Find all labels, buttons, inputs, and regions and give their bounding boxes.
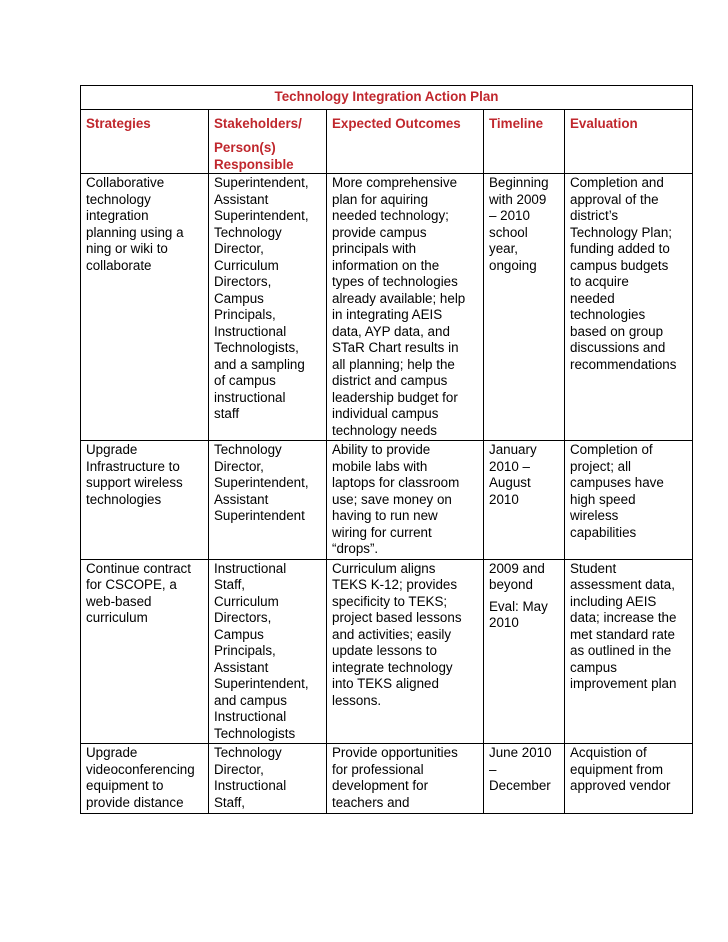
cell-text-line: Instructional bbox=[214, 778, 287, 793]
cell-text-line: principals with bbox=[332, 241, 417, 256]
cell-text-line: Provide opportunities bbox=[332, 745, 458, 760]
header-expected-outcomes: Expected Outcomes bbox=[327, 109, 484, 174]
header-strategies: Strategies bbox=[81, 109, 209, 174]
cell-text-line: to acquire bbox=[570, 274, 629, 289]
cell-text-line: 2010 bbox=[489, 491, 519, 507]
cell-text-line: Technology bbox=[214, 745, 282, 760]
cell-text-line: Superintendent, bbox=[214, 676, 309, 691]
cell-text-line: capabilities bbox=[570, 524, 637, 540]
cell-text-line: curriculum bbox=[86, 610, 148, 625]
cell-text-line: ning or wiki to bbox=[86, 241, 168, 256]
timeline-cell bbox=[484, 441, 565, 560]
title-row bbox=[81, 86, 693, 110]
cell-text-line: Staff, bbox=[214, 577, 246, 592]
cell-text-line: Superintendent, bbox=[214, 175, 309, 190]
cell-text-line: Curriculum bbox=[214, 257, 279, 273]
strategy-cell bbox=[81, 174, 209, 441]
cell-text-line: individual campus bbox=[332, 406, 439, 421]
cell-text-line: staff bbox=[214, 406, 240, 421]
cell-text-line: and a sampling bbox=[214, 356, 305, 372]
header-evaluation: Evaluation bbox=[565, 109, 693, 174]
cell-text-line: into TEKS aligned bbox=[332, 676, 439, 691]
evaluation-cell bbox=[565, 559, 693, 744]
cell-text-line: Acquistion of bbox=[570, 745, 647, 760]
cell-text-line: wireless bbox=[570, 508, 619, 523]
cell-text-line: high speed bbox=[570, 491, 636, 507]
header-stakeholders: Stakeholders/ Person(s) Responsible bbox=[209, 109, 327, 174]
outcomes-cell bbox=[327, 559, 484, 744]
cell-text-line: Director, bbox=[214, 241, 264, 256]
cell-text-line: More comprehensive bbox=[332, 175, 458, 190]
cell-text-line: Assistant bbox=[214, 491, 269, 507]
cell-text-line: project based lessons bbox=[332, 610, 462, 625]
cell-text-line: already available; help bbox=[332, 290, 466, 306]
cell-text-line: met standard rate bbox=[570, 626, 675, 642]
table-title: Technology Integration Action Plan bbox=[81, 86, 693, 110]
table-row bbox=[81, 174, 693, 441]
cell-text-line: 2010 – bbox=[489, 458, 530, 474]
cell-text-line: in integrating AEIS bbox=[332, 307, 443, 322]
cell-text-line: Collaborative bbox=[86, 175, 165, 190]
strategy-cell bbox=[81, 441, 209, 560]
table-row bbox=[81, 559, 693, 744]
cell-text-line: year, bbox=[489, 241, 519, 256]
stakeholders-cell bbox=[209, 441, 327, 560]
cell-text-line: teachers and bbox=[332, 794, 410, 810]
cell-text-line: laptops for classroom bbox=[332, 475, 460, 490]
cell-text-line: types of technologies bbox=[332, 274, 458, 289]
cell-text-line: for professional bbox=[332, 761, 424, 777]
cell-text-line: for CSCOPE, a bbox=[86, 577, 177, 592]
cell-text-line: specificity to TEKS; bbox=[332, 593, 448, 609]
cell-text-line: including AEIS bbox=[570, 593, 657, 609]
cell-text-line: videoconferencing bbox=[86, 761, 195, 777]
cell-text-line: Technology bbox=[214, 224, 282, 240]
cell-text-line: Curriculum bbox=[214, 593, 279, 609]
cell-text-line: December bbox=[489, 778, 551, 793]
cell-text-line: Director, bbox=[214, 458, 264, 474]
cell-text-line: web-based bbox=[86, 593, 152, 609]
cell-text-line: Assistant bbox=[214, 191, 269, 207]
cell-text-line: planning using a bbox=[86, 224, 184, 240]
cell-text-line: – bbox=[489, 761, 497, 777]
stakeholders-cell bbox=[209, 174, 327, 441]
cell-text-line: 2009 and bbox=[489, 560, 545, 576]
cell-text-line: Ability to provide bbox=[332, 442, 431, 457]
cell-text-line: campuses have bbox=[570, 475, 664, 490]
cell-text-line: all planning; help the bbox=[332, 356, 455, 372]
cell-text-line: assessment data, bbox=[570, 577, 675, 592]
stakeholders-cell bbox=[209, 744, 327, 814]
table-row bbox=[81, 441, 693, 560]
timeline-cell bbox=[484, 174, 565, 441]
cell-text-line: needed technology; bbox=[332, 208, 449, 223]
cell-text-line: integration bbox=[86, 208, 149, 223]
cell-text-line: Technologists, bbox=[214, 340, 299, 355]
cell-text-line: development for bbox=[332, 778, 429, 793]
cell-text-line: Director, bbox=[214, 761, 264, 777]
cell-text-line: STaR Chart results in bbox=[332, 340, 459, 355]
cell-text-line: provide distance bbox=[86, 794, 184, 810]
cell-text-line: technologies bbox=[570, 307, 646, 322]
cell-text-line: equipment from bbox=[570, 761, 664, 777]
cell-text-line: and activities; easily bbox=[332, 626, 452, 642]
cell-text-line: of campus bbox=[214, 373, 276, 388]
cell-text-line: Superintendent, bbox=[214, 475, 309, 490]
cell-text-line: wiring for current bbox=[332, 524, 432, 540]
evaluation-cell bbox=[565, 174, 693, 441]
cell-text-line: discussions and bbox=[570, 340, 666, 355]
timeline-cell bbox=[484, 744, 565, 814]
outcomes-cell bbox=[327, 744, 484, 814]
cell-text-line: Completion of bbox=[570, 442, 653, 457]
cell-text-line: Directors, bbox=[214, 610, 272, 625]
cell-text-line: Campus bbox=[214, 626, 264, 642]
table-row bbox=[81, 744, 693, 814]
cell-text-line: equipment to bbox=[86, 778, 164, 793]
cell-text-line: Eval: May bbox=[489, 598, 548, 614]
cell-text-line: project; all bbox=[570, 458, 632, 474]
cell-text-line: “drops”. bbox=[332, 541, 379, 556]
cell-text-line: Directors, bbox=[214, 274, 272, 289]
outcomes-cell bbox=[327, 441, 484, 560]
cell-text-line: campus bbox=[570, 659, 617, 675]
cell-text-line: improvement plan bbox=[570, 676, 677, 691]
cell-text-line: Upgrade bbox=[86, 442, 138, 457]
cell-text-line: Superintendent bbox=[214, 508, 305, 523]
cell-text-line: needed bbox=[570, 290, 615, 306]
evaluation-cell bbox=[565, 441, 693, 560]
cell-text-line: lessons. bbox=[332, 692, 382, 708]
cell-text-line: school bbox=[489, 224, 528, 240]
cell-text-line: Beginning bbox=[489, 175, 549, 190]
cell-text-line: August bbox=[489, 475, 531, 490]
cell-text-line: Upgrade bbox=[86, 745, 138, 760]
cell-text-line: Technology bbox=[214, 442, 282, 457]
header-row bbox=[81, 109, 693, 174]
cell-text-line: data; increase the bbox=[570, 610, 677, 625]
timeline-eval-date bbox=[489, 599, 559, 632]
cell-text-line: Completion and bbox=[570, 175, 664, 190]
cell-text-line: 2010 bbox=[489, 615, 519, 630]
cell-text-line: June 2010 bbox=[489, 745, 552, 760]
cell-text-line: plan for aquiring bbox=[332, 191, 429, 207]
cell-text-line: instructional bbox=[214, 389, 286, 405]
outcomes-cell bbox=[327, 174, 484, 441]
cell-text-line: technology bbox=[86, 191, 151, 207]
cell-text-line: beyond bbox=[489, 577, 533, 592]
header-timeline: Timeline bbox=[484, 109, 565, 174]
cell-text-line: Principals, bbox=[214, 643, 276, 658]
cell-text-line: district and campus bbox=[332, 373, 448, 388]
stakeholders-cell bbox=[209, 559, 327, 744]
cell-text-line: approved vendor bbox=[570, 778, 671, 793]
cell-text-line: Technology Plan; bbox=[570, 224, 672, 240]
cell-text-line: as outlined in the bbox=[570, 643, 672, 658]
cell-text-line: having to run new bbox=[332, 508, 438, 523]
cell-text-line: district’s bbox=[570, 208, 619, 223]
cell-text-line: collaborate bbox=[86, 257, 152, 273]
cell-text-line: data, AYP data, and bbox=[332, 323, 450, 339]
action-plan-table bbox=[80, 85, 693, 814]
cell-text-line: Assistant bbox=[214, 659, 269, 675]
cell-text-line: update lessons to bbox=[332, 643, 437, 658]
cell-text-line: approval of the bbox=[570, 191, 659, 207]
cell-text-line: Staff, bbox=[214, 794, 246, 810]
cell-text-line: with 2009 bbox=[489, 191, 547, 207]
cell-text-line: funding added to bbox=[570, 241, 670, 256]
cell-text-line: and campus bbox=[214, 692, 287, 708]
cell-text-line: information on the bbox=[332, 257, 440, 273]
cell-text-line: Superintendent, bbox=[214, 208, 309, 223]
cell-text-line: Instructional bbox=[214, 323, 287, 339]
cell-text-line: campus budgets bbox=[570, 257, 669, 273]
cell-text-line: Principals, bbox=[214, 307, 276, 322]
timeline-dates bbox=[489, 561, 559, 594]
cell-text-line: support wireless bbox=[86, 475, 183, 490]
cell-text-line: Instructional bbox=[214, 709, 287, 724]
cell-text-line: technologies bbox=[86, 491, 162, 507]
strategy-cell bbox=[81, 744, 209, 814]
cell-text-line: Curriculum aligns bbox=[332, 560, 436, 576]
cell-text-line: use; save money on bbox=[332, 491, 452, 507]
cell-text-line: technology needs bbox=[332, 422, 437, 438]
cell-text-line: Student bbox=[570, 560, 617, 576]
evaluation-cell bbox=[565, 744, 693, 814]
cell-text-line: TEKS K-12; provides bbox=[332, 577, 458, 592]
cell-text-line: Instructional bbox=[214, 560, 287, 576]
cell-text-line: leadership budget for bbox=[332, 389, 458, 405]
cell-text-line: provide campus bbox=[332, 224, 427, 240]
strategy-cell bbox=[81, 559, 209, 744]
cell-text-line: Technologists bbox=[214, 725, 296, 741]
cell-text-line: mobile labs with bbox=[332, 458, 428, 474]
cell-text-line: Continue contract bbox=[86, 560, 191, 576]
cell-text-line: Infrastructure to bbox=[86, 458, 180, 474]
timeline-cell bbox=[484, 559, 565, 744]
cell-text-line: January bbox=[489, 442, 537, 457]
cell-text-line: – 2010 bbox=[489, 208, 530, 223]
cell-text-line: recommendations bbox=[570, 356, 677, 372]
cell-text-line: Campus bbox=[214, 290, 264, 306]
cell-text-line: based on group bbox=[570, 323, 664, 339]
cell-text-line: ongoing bbox=[489, 257, 537, 273]
cell-text-line: integrate technology bbox=[332, 659, 453, 675]
